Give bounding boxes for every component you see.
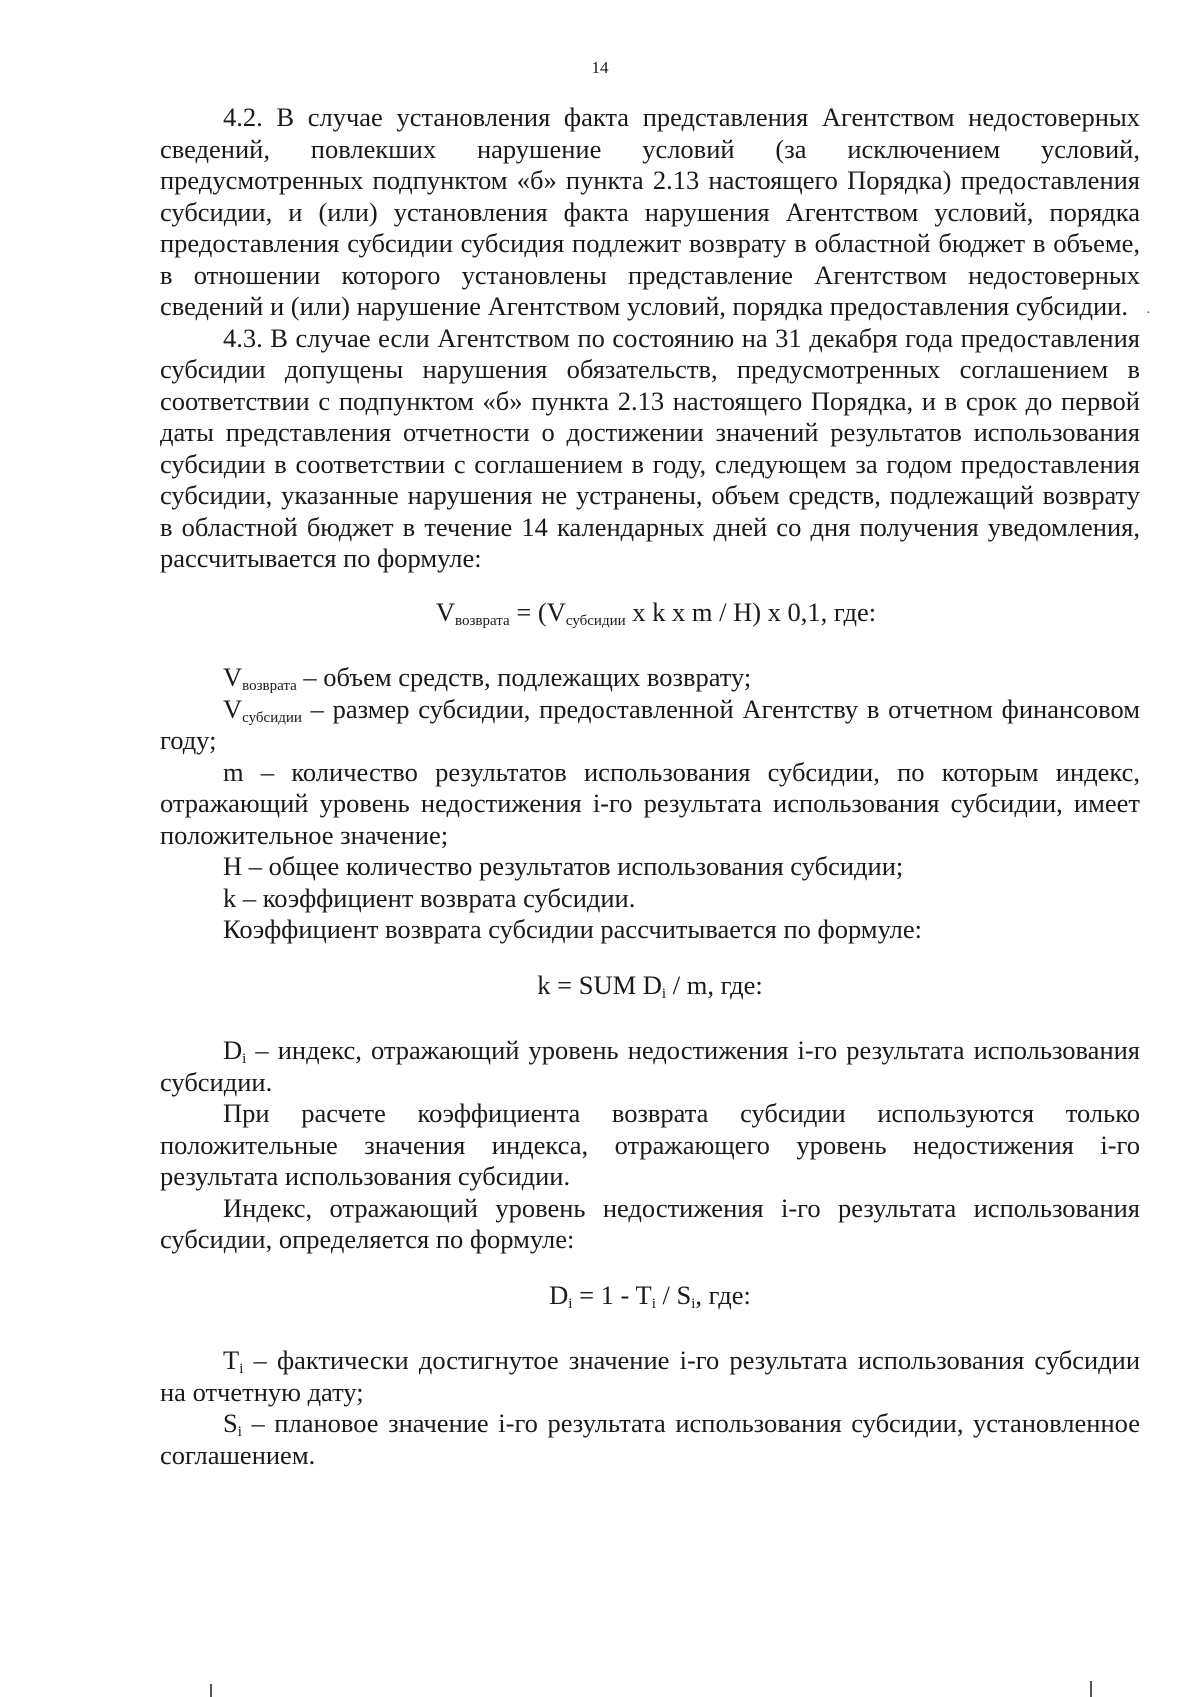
formula-k: k = SUM $D_i$ / m, где: — [537, 969, 763, 1002]
scan-edge-mark-left — [210, 1684, 212, 1697]
definition-k: k – коэффициент возврата субсидии. — [223, 882, 636, 913]
paragraph-4-2: 4.2. В случае установления факта представления Агентством недостоверных сведений, повлекших нарушение условий (за исключением условий, предусмотренных подпунктом «б» пункта 2.13 настоящего Порядка) предоставления субсидии, и (или) установления факта нарушения Агентством условий, порядка предоставления субсидии субсидия подлежит возврату в областной бюджет в объеме, в отношении которого установлены представление Агентством недостоверных сведений и (или) нарушение Агентством условий, порядка предоставления субсидии. — [160, 102, 1140, 321]
definition-v-vozvrata: $V_{возврата}$ – объем средств, подлежащих возврату; — [223, 662, 752, 694]
paragraph-positive-values: При расчете коэффициента возврата субсидии используются только положительные значения индекса, отражающего уровень недостижения i-го результата использования субсидии. — [160, 1098, 1140, 1191]
paragraph-4-3: 4.3. В случае если Агентством по состоянию на 31 декабря года предоставления субсидии допущены нарушения обязательств, предусмотренных соглашением в соответствии с подпунктом «б» пункта 2.13 настоящего Порядка, и в срок до первой даты представления отчетности о достижении значений результатов использования субсидии в соответствии с соглашением в году, следующем за годом предоставления субсидии, указанные нарушения не устранены, объем средств, подлежащий возврату в областной бюджет в течение 14 календарных дней со дня получения уведомления, рассчитывается по формуле: — [160, 322, 1140, 573]
definition-m: m – количество результатов использования субсидии, по которым индекс, отражающий уровень недостижения i-го результата использования субсидии, имеет положительное значение; — [160, 756, 1140, 850]
definition-di: $D_i$ – индекс, отражающий уровень недостижения i-го результата использования субсидии. — [160, 1035, 1140, 1097]
definition-h: H – общее количество результатов использования субсидии; — [223, 851, 904, 881]
definition-v-subsidii: $V_{субсидии}$ – размер субсидии, предоставленной Агентству в отчетном финансовом году; — [160, 693, 1140, 755]
paragraph-index-formula-intro: Индекс, отражающий уровень недостижения i-го результата использования субсидии, определяется по формуле: — [160, 1192, 1140, 1254]
page-number: 14 — [591, 58, 609, 77]
definition-si: $S_i$ – плановое значение i-го результата использования субсидии, установленное соглашением. — [160, 1408, 1140, 1470]
formula-di: $D_i = 1 - T_i / S_i$, где: — [549, 1279, 751, 1312]
document-body — [160, 102, 1140, 1471]
scan-edge-mark-right — [1090, 1681, 1092, 1697]
definition-ti: $T_i$ – фактически достигнутое значение i-го результата использования субсидии на отчетную дату; — [160, 1345, 1140, 1407]
k-formula-intro: Коэффициент возврата субсидии рассчитывается по формуле: — [223, 914, 923, 944]
formula-return-volume: $V_{возврата} = (V_{субсидии}$ x k x m / H) x 0,1, где: — [435, 596, 877, 629]
scan-mark: · — [1146, 306, 1151, 321]
